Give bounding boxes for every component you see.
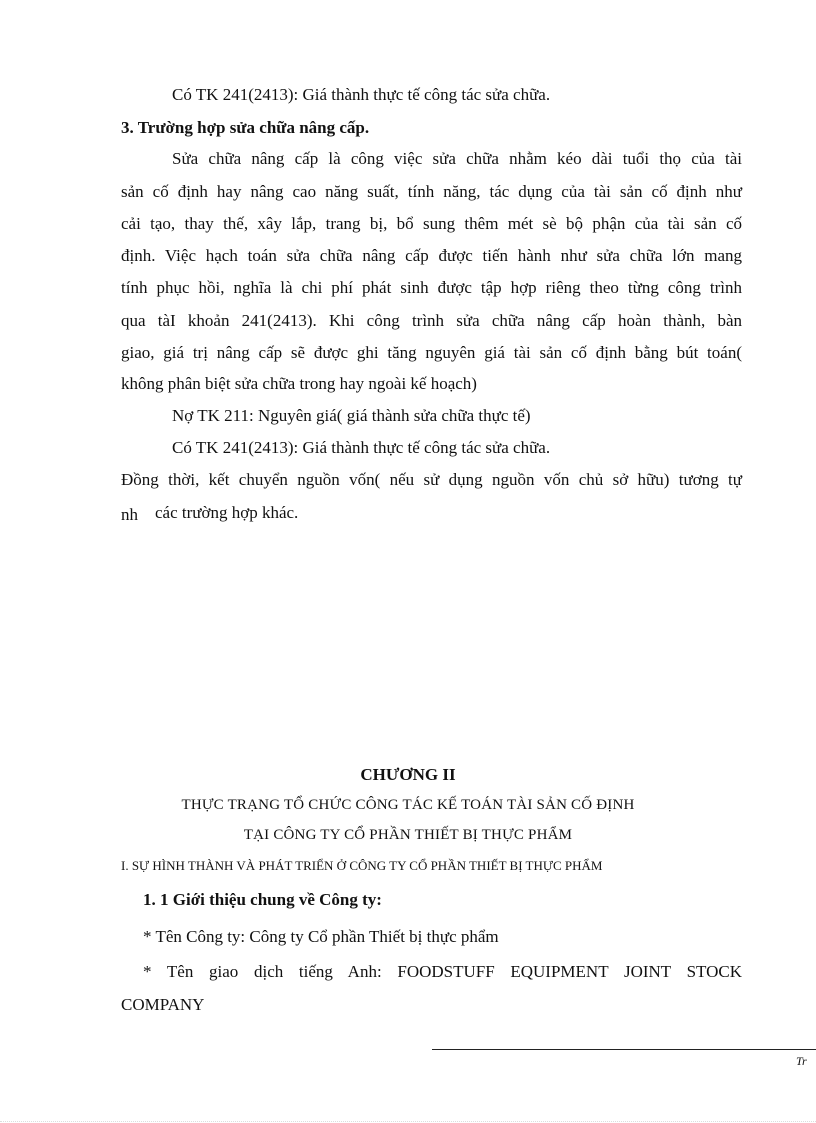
footer-divider	[432, 1049, 816, 1050]
paragraph-line: tính phục hồi, nghĩa là chi phí phát sinh được tập hợp riêng theo từng công trình	[121, 278, 742, 297]
simultaneous-entry-line: Đồng thời, kết chuyển nguồn vốn( nếu sử dụng nguồn vốn chủ sở hữu) tương tự	[121, 470, 742, 489]
simultaneous-entry-line: các trường hợp khác.	[155, 503, 299, 522]
credit-entry-line: Có TK 241(2413): Giá thành thực tế công tác sửa chữa.	[172, 85, 551, 104]
page-bottom-border	[0, 1121, 816, 1122]
chapter-title-line: THỰC TRẠNG TỔ CHỨC CÔNG TÁC KẾ TOÁN TÀI SẢN CỐ ĐỊNH	[181, 797, 635, 813]
english-name-line: COMPANY	[121, 995, 205, 1014]
subsection-heading: 1. 1 Giới thiệu chung về Công ty:	[143, 890, 382, 909]
section-heading: I. SỰ HÌNH THÀNH VÀ PHÁT TRIỂN Ở CÔNG TY CỔ PHẦN THIẾT BỊ THỰC PHẨM	[121, 858, 603, 873]
chapter-number: CHƯƠNG II	[360, 765, 456, 784]
paragraph-line: qua tàI khoản 241(2413). Khi công trình sửa chữa nâng cấp hoàn thành, bàn	[121, 311, 742, 330]
paragraph-line: sản cố định hay nâng cao năng suất, tính năng, tác dụng của tài sản cố định như	[121, 182, 742, 201]
debit-entry-line: Nợ TK 211: Nguyên giá( giá thành sửa chữa thực tế)	[172, 406, 531, 425]
heading-upgrade-repair: 3. Trường hợp sửa chữa nâng cấp.	[121, 118, 370, 137]
paragraph-line: Sửa chữa nâng cấp là công việc sửa chữa nhằm kéo dài tuổi thọ của tài	[172, 149, 742, 168]
paragraph-line: định. Việc hạch toán sửa chữa nâng cấp được tiến hành như sửa chữa lớn mang	[121, 246, 742, 265]
chapter-title-line: TẠI CÔNG TY CỔ PHẦN THIẾT BỊ THỰC PHẨM	[243, 827, 573, 843]
company-name-line: * Tên Công ty: Công ty Cổ phần Thiết bị thực phẩm	[143, 927, 499, 946]
footer-page-label: Tr	[796, 1054, 807, 1068]
paragraph-line: giao, giá trị nâng cấp sẽ được ghi tăng nguyên giá tài sản cố định bằng bút toán(	[121, 343, 742, 362]
paragraph-line: cải tạo, thay thế, xây lắp, trang bị, bổ sung thêm mét sè bộ phận của tài sản cố	[121, 214, 742, 233]
credit-entry-line: Có TK 241(2413): Giá thành thực tế công tác sửa chữa.	[172, 438, 551, 457]
paragraph-line: không phân biệt sửa chữa trong hay ngoài kế hoạch)	[121, 374, 477, 393]
english-name-line: * Tên giao dịch tiếng Anh: FOODSTUFF EQUIPMENT JOINT STOCK	[143, 962, 742, 981]
simultaneous-entry-fragment: nh	[121, 505, 138, 524]
